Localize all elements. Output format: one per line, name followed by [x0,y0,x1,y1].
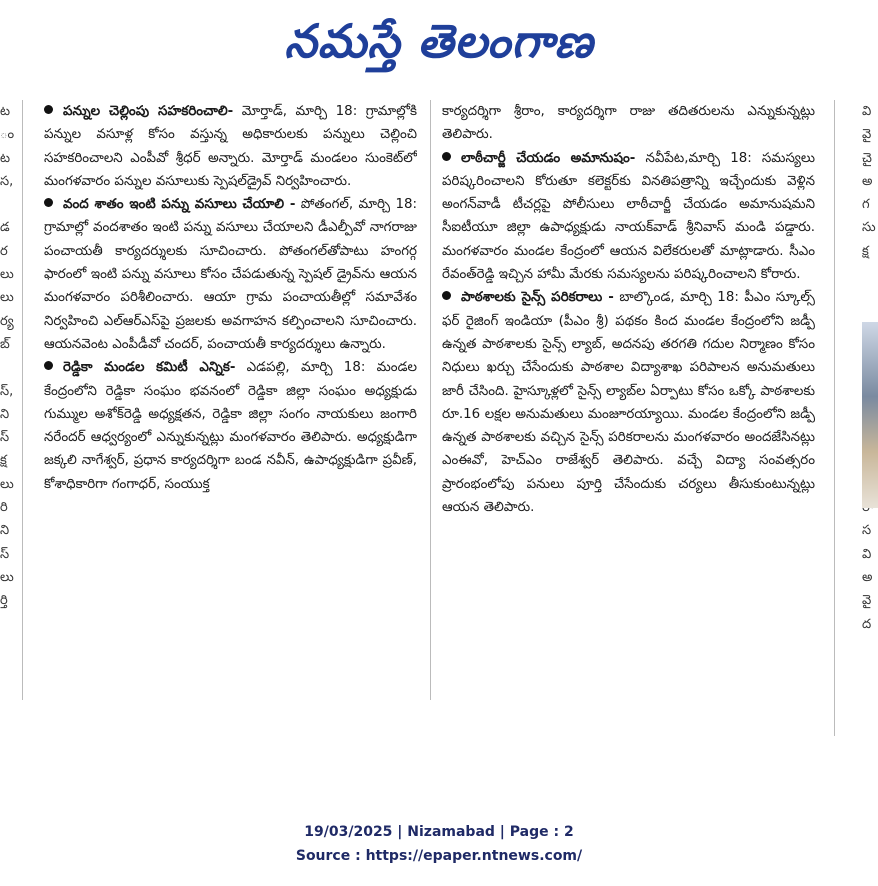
article-body: మోర్తాడ్, మార్చి 18: గ్రామాల్లోకి పన్నుల వసూళ్ల కోసం వస్తున్న అధికారులకు పన్నులు చెల్లించి సహకరించాలని ఎంపీవో శ్రీధర్ అన్నారు. మోర్తాడ్ మండలం సుంకెట్‌లో మంగళవారం పన్నుల వసూలుకు స్పెషల్‌డ్రైవ్ నిర్వహించారు. [44,104,417,189]
article-body: నవీపేట,మార్చి 18: సమస్యలు పరిష్కరించాలని కోరుతూ కలెక్టర్‌కు వినతిపత్రాన్ని ఇచ్చేందుకు వెళ్లిన అంగన్‌వాడీ టీచర్లపై పోలీసులు లాఠీచార్జీ చేయడం అమానుషమని సీఐటీయూ జిల్లా ఉపాధ్యక్షుడు నాయక్‌వాడ్ శ్రీనివాస్ మండి పడ్డారు. మంగళవారం మండల కేంద్రంలో ఆయన విలేకరులతో మాట్లాడారు. సీఎం రేవంత్‌రెడ్డి ఇచ్చిన హామీ మేరకు సమస్యలను పరిష్కరించాలని కోరారు. [442,150,815,283]
fragment-text: ర్య [0,313,14,329]
fragment-text [862,263,878,286]
article-column-2 [442,100,815,519]
article-continuation [442,100,815,147]
bullet-icon [44,361,53,370]
column-divider [834,100,835,736]
fragment-text: రి [0,500,8,516]
article-headline: వంద శాతం ఇంటి పన్ను వసూలు చేయాలి - [63,197,296,213]
article-body: ఎడపల్లి, మార్చి 18: మండల కేంద్రంలోని రెడ్డికా సంఘం భవనంలో రెడ్డికా జిల్లా సంఘం అధ్యక్షుడు గుమ్ముల అశోక్‌రెడ్డి అధ్యక్షతన, రెడ్డికా జిల్లా సంగం నాయకులు జంగారి నరేందర్ ఆధ్వర్యంలో ఎన్నుకున్నట్లు మంగళవారం తెలిపారు. అధ్యక్షుడిగా జక్కలి నాగేశ్వర్, ప్రధాన కార్యదర్శిగా బండ నవీన్, ఉపాధ్యక్షుడిగా ప్రవీణ్, కోశాధికారిగా గంగాధర్, సంయుక్త [44,360,417,492]
article-body: బాల్కొండ, మార్చి 18: పీఎం స్కూల్స్ ఫర్ రైజింగ్ ఇండియా (పీఎం శ్రీ) పథకం కింద మండల కేంద్రంలోని జడ్పీ ఉన్నత పాఠశాలకు సైన్స్ ల్యాబ్, అదనపు తరగతి గదుల నిర్మాణం కోసం నిధులు ఖర్చు చేసేందుకు పాఠశాల విద్యాశాఖ పరిపాలన అనుమతులు జారీ చేసింది. హైస్కూళ్లలో సైన్స్ ల్యాబ్‌ల ఏర్పాటు కోసం ఒక్కో పాఠశాలకు రూ.16 లక్షల అనుమతులు మంజూరయ్యాయి. మండల కేంద్రంలోని జడ్పీ ఉన్నత పాఠశాలకు వచ్చిన సైన్స్ పరికరాలను మంగళవారం అందజేసినట్లు ఎంఈవో, హెచ్‌ఎం రాజేశ్వర్ తెలిపారు. వచ్చే విద్యా సంవత్సరం ప్రారంభంలోపు పనులు పూర్తి చేసేందుకు చర్యలు తీసుకుంటున్నట్లు ఆయన తెలిపారు. [442,290,815,516]
fragment-text: లు [0,290,14,306]
fragment-text: ట [0,150,11,166]
fragment-text: గ [862,197,870,213]
article-column-1 [44,100,417,496]
left-column-fragment [0,100,18,700]
news-photo [862,322,878,508]
article-headline: లాఠీచార్జీ చేయడం అమానుషం- [461,150,636,166]
fragment-text: అ [862,569,873,585]
fragment-text: వై [862,127,872,143]
fragment-text: వి [862,546,872,562]
fragment-text: లు [0,476,14,492]
fragment-text: స [862,523,872,539]
fragment-text [0,193,18,216]
fragment-text: స, [0,173,14,189]
fragment-text: వై [862,593,872,609]
fragment-text [862,286,878,309]
fragment-text: స్ [0,430,10,446]
fragment-text: ర [0,243,8,259]
fragment-text [0,356,18,379]
fragment-text: ట [0,104,11,119]
fragment-text: ని [0,406,10,422]
bullet-icon [44,105,53,114]
column-divider [430,100,431,700]
masthead-logo: నమస్తే తెలంగాణ [284,14,594,68]
article-body: పోతంగల్, మార్చి 18: గ్రామాల్లో వందశాతం ఇంటి పన్ను వసూలు చేయాలని డీఎల్పీవో నాగరాజు పంచాయతీ కార్యదర్శులకు సూచించారు. పోతంగల్‌తోపాటు హంగర్గ ఫారంలో ఇంటి పన్ను వసూలు కోసం చేపడుతున్న స్పెషల్ డ్రైవ్‌ను ఆయన మంగళవారం పరిశీలించారు. ఆయా గ్రామ పంచాయతీల్లో సమావేశం నిర్వహించి ఎల్‌ఆర్ఎస్‌పై ప్రజలకు అవగాహన కల్పించాలని సూచించారు. ఆయనవెంట ఎంపీడీవో చందర్, పంచాయతీ కార్యదర్శులు ఉన్నారు. [44,197,417,352]
article-item [44,356,417,496]
fragment-text: బ్ [0,336,10,352]
fragment-text: ద [862,616,872,632]
article-item [44,193,417,356]
article-headline: పాఠశాలకు సైన్స్ పరికరాలు - [461,290,614,306]
article-headline: పన్నుల చెల్లింపు సహకరించాలి- [63,104,234,119]
article-item [442,286,815,519]
fragment-text: చై [862,150,872,166]
bullet-icon [44,198,53,207]
article-body: కార్యదర్శిగా శ్రీరాం, కార్యదర్శిగా రాజు తదితరులను ఎన్నుకున్నట్లు తెలిపారు. [442,104,815,143]
fragment-text: క్ష [862,243,869,259]
fragment-text: లు [0,569,14,585]
article-item [442,147,815,287]
fragment-text: స్, [0,383,14,399]
article-item [44,100,417,193]
fragment-text: లు [0,267,14,283]
fragment-text: అ [862,173,873,189]
column-divider [22,100,23,700]
fragment-text: స్ [0,546,10,562]
fragment-text: డ [0,220,10,236]
fragment-text: క్ష [0,453,7,469]
article-headline: రెడ్డికా మండల కమిటీ ఎన్నిక- [63,360,236,376]
fragment-text: వి [862,104,872,119]
bullet-icon [442,152,451,161]
source-link[interactable]: Source : https://epaper.ntnews.com/ [295,848,583,864]
fragment-text: ర్తి [0,593,8,609]
fragment-text: సు [862,220,876,236]
bullet-icon [442,291,451,300]
edition-info: 19/03/2025 | Nizamabad | Page : 2 [304,824,574,840]
fragment-text: ం [0,127,15,143]
fragment-text: ని [0,523,10,539]
